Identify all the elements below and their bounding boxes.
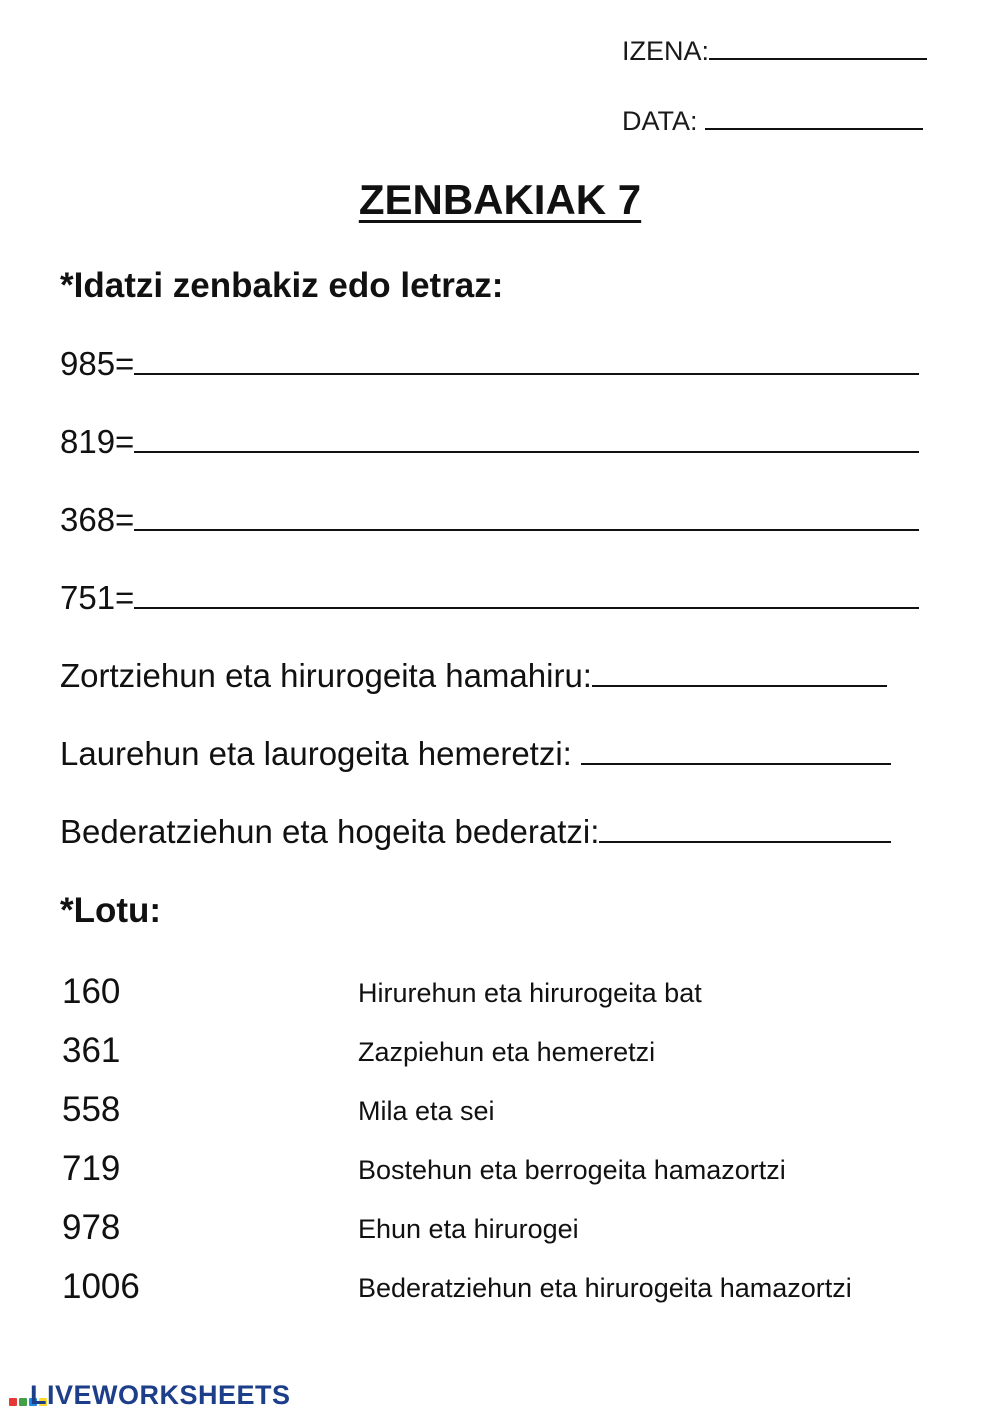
question-prompt: Zortziehun eta hirurogeita hamahiru: [60, 657, 592, 694]
question-prompt: 751= [60, 579, 135, 616]
match-number[interactable]: 558 [62, 1090, 121, 1129]
date-field [622, 106, 923, 137]
name-field [622, 36, 927, 67]
match-word[interactable]: Ehun eta hirurogei [358, 1214, 579, 1244]
match-word[interactable]: Mila eta sei [358, 1096, 495, 1126]
question-row [60, 657, 887, 695]
question-row [60, 501, 919, 539]
answer-blank[interactable] [592, 684, 887, 687]
question-row [60, 813, 891, 851]
match-number[interactable]: 719 [62, 1149, 121, 1188]
question-row [60, 735, 891, 773]
question-prompt: Laurehun eta laurogeita hemeretzi: [60, 735, 582, 772]
question-row [60, 579, 919, 617]
question-prompt: Bederatziehun eta hogeita bederatzi: [60, 813, 600, 850]
logo-square [19, 1398, 27, 1406]
footer-brand [8, 1380, 291, 1411]
match-word[interactable]: Zazpiehun eta hemeretzi [358, 1037, 656, 1067]
logo-square [9, 1398, 17, 1406]
question-row [60, 345, 919, 383]
page-title: ZENBAKIAK 7 [358, 176, 642, 223]
footer-brand-text: LIVEWORKSHEETS [30, 1380, 291, 1410]
match-word[interactable]: Hirurehun eta hirurogeita bat [358, 978, 702, 1008]
question-row [60, 423, 919, 461]
match-number[interactable]: 978 [62, 1208, 121, 1247]
question-prompt: 368= [60, 501, 135, 538]
answer-blank[interactable] [599, 840, 891, 843]
name-blank[interactable] [709, 57, 927, 60]
match-word[interactable]: Bostehun eta berrogeita hamazortzi [358, 1155, 786, 1185]
match-number[interactable]: 160 [62, 972, 121, 1011]
date-blank[interactable] [705, 127, 923, 130]
date-label: DATA: [622, 106, 698, 136]
answer-blank[interactable] [134, 606, 919, 609]
match-word[interactable]: Bederatziehun eta hirurogeita hamazortzi [358, 1273, 852, 1303]
name-label: IZENA: [622, 36, 710, 66]
match-number[interactable]: 361 [62, 1031, 121, 1070]
instruction-match: *Lotu: [60, 891, 162, 930]
answer-blank[interactable] [134, 450, 919, 453]
answer-blank[interactable] [134, 528, 919, 531]
answer-blank[interactable] [581, 762, 891, 765]
match-number[interactable]: 1006 [62, 1267, 140, 1306]
instruction-write: *Idatzi zenbakiz edo letraz: [60, 266, 504, 305]
question-prompt: 985= [60, 345, 135, 382]
question-prompt: 819= [60, 423, 135, 460]
liveworksheets-logo-icon [8, 1383, 28, 1405]
answer-blank[interactable] [134, 372, 919, 375]
